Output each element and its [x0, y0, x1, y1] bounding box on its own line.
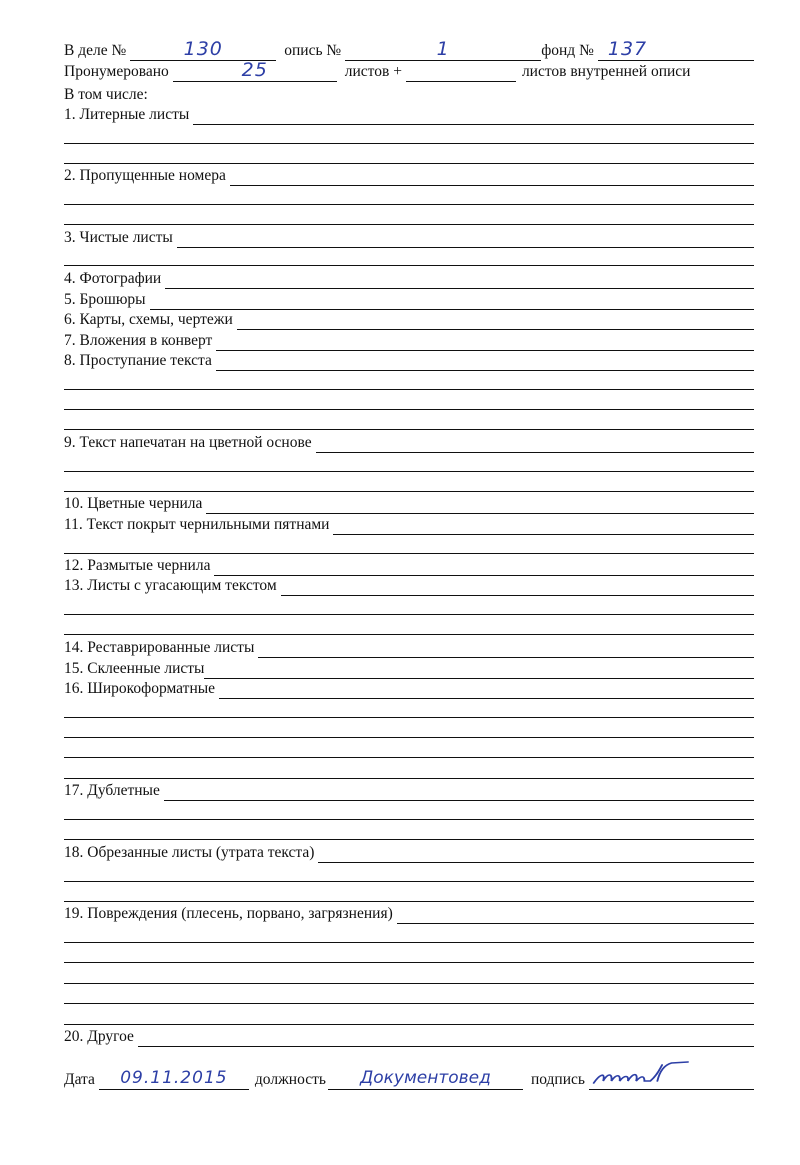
item-field[interactable]	[206, 498, 754, 514]
item-row-14	[64, 637, 754, 658]
position-label: должность	[254, 1071, 326, 1088]
blank-rule	[64, 553, 754, 554]
fond-number-field[interactable]	[598, 38, 754, 61]
item-label: 11. Текст покрыт чернильными пятнами	[64, 516, 330, 533]
item-field[interactable]	[258, 642, 754, 658]
internal-inventory-label: листов внутренней описи	[521, 63, 691, 80]
item-row-11	[64, 514, 754, 535]
signature-image	[589, 1059, 754, 1089]
blank-rule	[64, 143, 754, 144]
numbered-label: Пронумеровано	[64, 63, 169, 80]
fond-number-value: 137	[607, 38, 648, 60]
blank-rule	[64, 717, 754, 718]
blank-rule	[64, 839, 754, 840]
item-row-8	[64, 350, 754, 371]
inventory-label: опись №	[284, 42, 342, 59]
item-field[interactable]	[165, 273, 754, 289]
item-field[interactable]	[150, 294, 754, 310]
item-row-5	[64, 289, 754, 310]
position-value: Документовед	[359, 1068, 491, 1088]
blank-rule	[64, 737, 754, 738]
item-label: 17. Дублетные	[64, 782, 160, 799]
item-field[interactable]	[237, 314, 754, 330]
item-label: 3. Чистые листы	[64, 229, 173, 246]
item-field[interactable]	[219, 683, 754, 699]
item-field[interactable]	[138, 1031, 754, 1047]
date-field[interactable]	[99, 1068, 249, 1090]
item-label: 10. Цветные чернила	[64, 495, 203, 512]
item-row-15	[64, 658, 754, 679]
item-row-17	[64, 780, 754, 801]
item-row-4	[64, 268, 754, 289]
case-number-value: 130	[183, 38, 223, 60]
numbered-row	[64, 61, 754, 82]
blank-rule	[64, 491, 754, 492]
item-field[interactable]	[193, 109, 754, 125]
including-label: В том числе:	[64, 86, 148, 103]
item-row-16	[64, 678, 754, 699]
blank-rule	[64, 942, 754, 943]
sheets-plus-label: листов +	[344, 63, 402, 80]
item-field[interactable]	[397, 908, 754, 924]
blank-rule	[64, 614, 754, 615]
blank-rule	[64, 389, 754, 390]
item-field[interactable]	[214, 560, 754, 576]
item-label: 16. Широкоформатные	[64, 680, 216, 697]
item-row-9	[64, 432, 754, 453]
item-field[interactable]	[316, 437, 754, 453]
blank-rule	[64, 757, 754, 758]
blank-rule	[64, 1003, 754, 1004]
blank-rule	[64, 409, 754, 410]
item-label: 7. Вложения в конверт	[64, 332, 213, 349]
item-field[interactable]	[164, 785, 754, 801]
date-value: 09.11.2015	[120, 1068, 228, 1088]
item-field[interactable]	[177, 232, 754, 248]
item-row-10	[64, 493, 754, 514]
item-row-3	[64, 227, 754, 248]
item-label: 2. Пропущенные номера	[64, 167, 226, 184]
numbered-field[interactable]	[173, 59, 337, 82]
position-field[interactable]	[328, 1068, 523, 1090]
item-label: 19. Повреждения (плесень, порвано, загрязнения)	[64, 905, 393, 922]
item-label: 15. Склеенные листы	[64, 660, 205, 677]
inventory-number-value: 1	[436, 38, 450, 60]
item-row-12	[64, 555, 754, 576]
item-label: 13. Листы с угасающим текстом	[64, 577, 277, 594]
item-label: 8. Проступание текста	[64, 352, 212, 369]
signature-label: подпись	[530, 1071, 585, 1088]
blank-rule	[64, 634, 754, 635]
date-label: Дата	[64, 1071, 95, 1088]
item-label: 6. Карты, схемы, чертежи	[64, 311, 233, 328]
blank-rule	[64, 224, 754, 225]
item-label: 5. Брошюры	[64, 291, 146, 308]
item-label: 4. Фотографии	[64, 270, 162, 287]
item-label: 18. Обрезанные листы (утрата текста)	[64, 844, 315, 861]
item-label: 12. Размытые чернила	[64, 557, 211, 574]
item-label: 14. Реставрированные листы	[64, 639, 255, 656]
item-row-19	[64, 903, 754, 924]
item-field[interactable]	[318, 847, 754, 863]
blank-rule	[64, 962, 754, 963]
item-row-13	[64, 575, 754, 596]
blank-rule	[64, 819, 754, 820]
item-field[interactable]	[333, 519, 754, 535]
fond-label: фонд №	[541, 42, 594, 59]
blank-rule	[64, 471, 754, 472]
blank-rule	[64, 778, 754, 779]
case-row	[64, 40, 754, 61]
blank-rule	[64, 901, 754, 902]
item-row-7	[64, 330, 754, 351]
blank-rule	[64, 983, 754, 984]
item-row-2	[64, 165, 754, 186]
blank-rule	[64, 429, 754, 430]
item-label: 1. Литерные листы	[64, 106, 190, 123]
blank-rule	[64, 163, 754, 164]
blank-rule	[64, 881, 754, 882]
item-row-18	[64, 842, 754, 863]
signature-field[interactable]	[589, 1074, 754, 1090]
blank-rule	[64, 204, 754, 205]
internal-inventory-field[interactable]	[406, 66, 516, 82]
inventory-number-field[interactable]	[345, 38, 541, 61]
blank-rule	[64, 1024, 754, 1025]
item-row-6	[64, 309, 754, 330]
item-row-20	[64, 1026, 754, 1047]
item-field[interactable]	[281, 580, 754, 596]
case-label: В деле №	[64, 42, 127, 59]
item-field[interactable]	[230, 170, 754, 186]
item-row-1	[64, 104, 754, 125]
footer-row	[64, 1066, 754, 1090]
numbered-value: 25	[241, 59, 268, 81]
item-field[interactable]	[204, 663, 754, 679]
blank-rule	[64, 265, 754, 266]
item-field[interactable]	[216, 355, 754, 371]
item-field[interactable]	[216, 335, 754, 351]
item-label: 20. Другое	[64, 1028, 134, 1045]
item-label: 9. Текст напечатан на цветной основе	[64, 434, 312, 451]
